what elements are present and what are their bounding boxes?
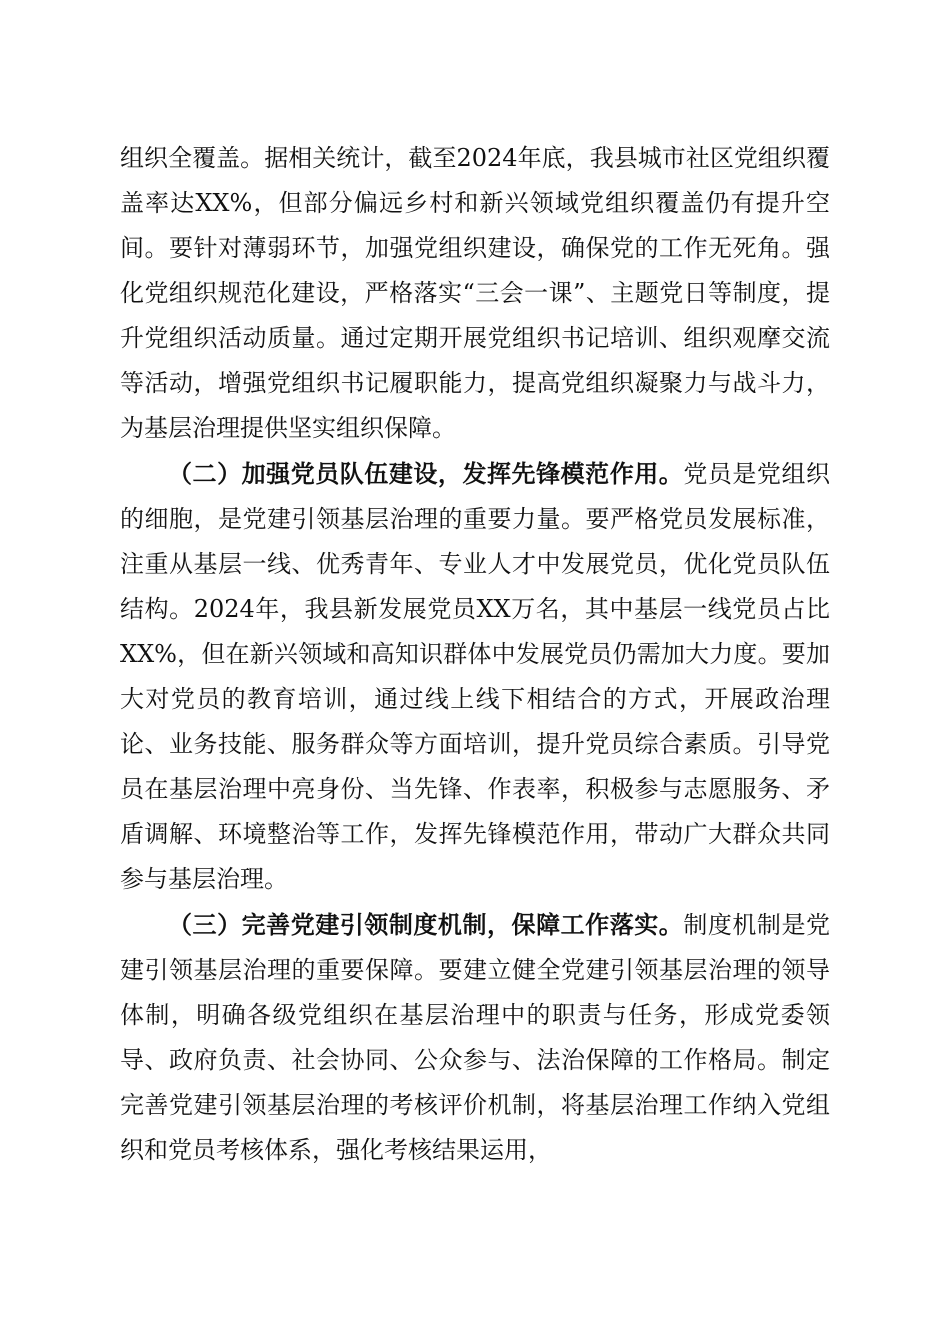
paragraph-section-three <box>120 902 830 1173</box>
section-heading: （三）完善党建引领制度机制，保障工作落实。 <box>168 910 684 939</box>
paragraph-text: 党员是党组织的细胞，是党建引领基层治理的重要力量。要严格党员发展标准，注重从基层一线、优秀青年、专业人才中发展党员，优化党员队伍结构。2024年，我县新发展党员XX万名，其中基层一线党员占比XX%，但在新兴领域和高知识群体中发展党员仍需加大力度。要加大对党员的教育培训，通过线上线下相结合的方式，开展政治理论、业务技能、服务群众等方面培训，提升党员综合素质。引导党员在基层治理中亮身份、当先锋、作表率，积极参与志愿服务、矛盾调解、环境整治等工作，发挥先锋模范作用，带动广大群众共同参与基层治理。 <box>120 460 831 893</box>
paragraph-text: 制度机制是党建引领基层治理的重要保障。要建立健全党建引领基层治理的领导体制，明确各级党组织在基层治理中的职责与任务，形成党委领导、政府负责、社会协同、公众参与、法治保障的工作格局。制定完善党建引领基层治理的考核评价机制，将基层治理工作纳入党组织和党员考核体系，强化考核结果运用， <box>120 911 831 1164</box>
section-heading: （二）加强党员队伍建设，发挥先锋模范作用。 <box>168 459 684 488</box>
paragraph-text: 组织全覆盖。据相关统计，截至2024年底，我县城市社区党组织覆盖率达XX%，但部分偏远乡村和新兴领域党组织覆盖仍有提升空间。要针对薄弱环节，加强党组织建设，确保党的工作无死角。强化党组织规范化建设，严格落实“三会一课”、主题党日等制度，提升党组织活动质量。通过定期开展党组织书记培训、组织观摩交流等活动，增强党组织书记履职能力，提高党组织凝聚力与战斗力，为基层治理提供坚实组织保障。 <box>120 144 830 442</box>
paragraph-continuation <box>120 136 830 451</box>
paragraph-section-two <box>120 451 830 902</box>
document-body <box>120 136 830 1173</box>
